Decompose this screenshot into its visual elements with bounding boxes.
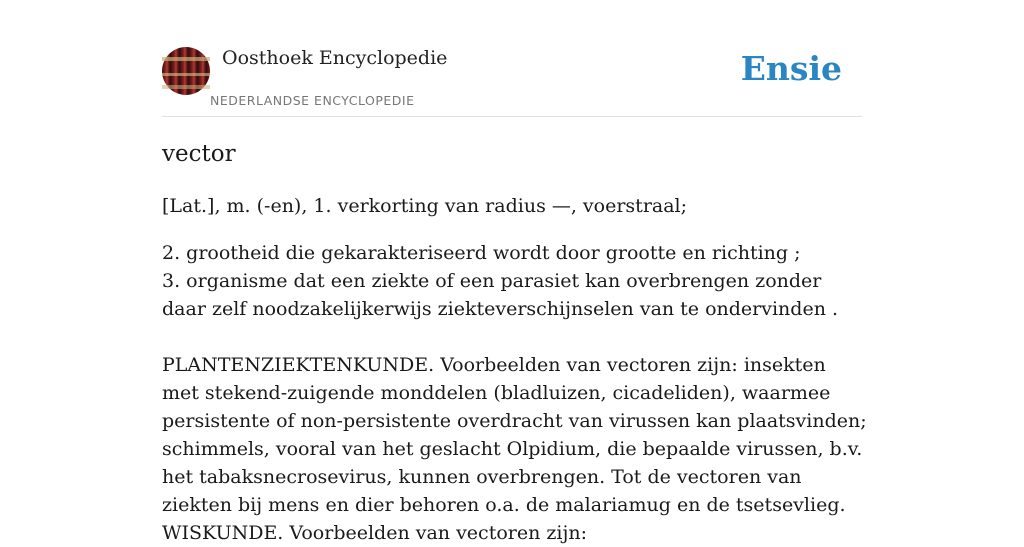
entry-paragraph-2: 2. grootheid die gekarakteriseerd wordt door grootte en richting ; 3. organisme dat een ziekte of een parasiet kan overbrengen zonder daar zelf noodzakelijkerwijs ziekteverschijnselen van te ondervinden . bbox=[162, 242, 839, 320]
site-subtitle: NEDERLANDSE ENCYCLOPEDIE bbox=[210, 93, 415, 108]
entry-paragraph-1: [Lat.], m. (-en), 1. verkorting van radius —, voerstraal; bbox=[162, 195, 688, 217]
shelf-middle bbox=[162, 73, 210, 76]
shelf-bottom bbox=[162, 85, 210, 89]
entry-title: vector bbox=[162, 141, 236, 167]
brand-logo-link[interactable]: Ensie bbox=[740, 49, 842, 88]
shelf-top bbox=[162, 57, 210, 61]
entry-paragraph-3: PLANTENZIEKTENKUNDE. Voorbeelden van vectoren zijn: insekten met stekend-zuigende monddelen (bladluizen, cicadeliden), waarmee persistente of non-persistente overdracht van virussen kan plaatsvinden; schimmels, vooral van het geslacht Olpidium, die bepaalde virussen, b.v. het tabaksnecrosevirus, kunnen overbrengen. Tot de vectoren van ziekten bij mens en dier behoren o.a. de malariamug en de tsetsevlieg. WISKUNDE. Voorbeelden van vectoren zijn: bbox=[162, 354, 867, 544]
site-title-link[interactable]: Oosthoek Encyclopedie bbox=[222, 47, 448, 69]
site-header bbox=[162, 46, 862, 117]
book-shelf-avatar-icon[interactable] bbox=[162, 47, 210, 95]
entry-content bbox=[162, 138, 867, 547]
